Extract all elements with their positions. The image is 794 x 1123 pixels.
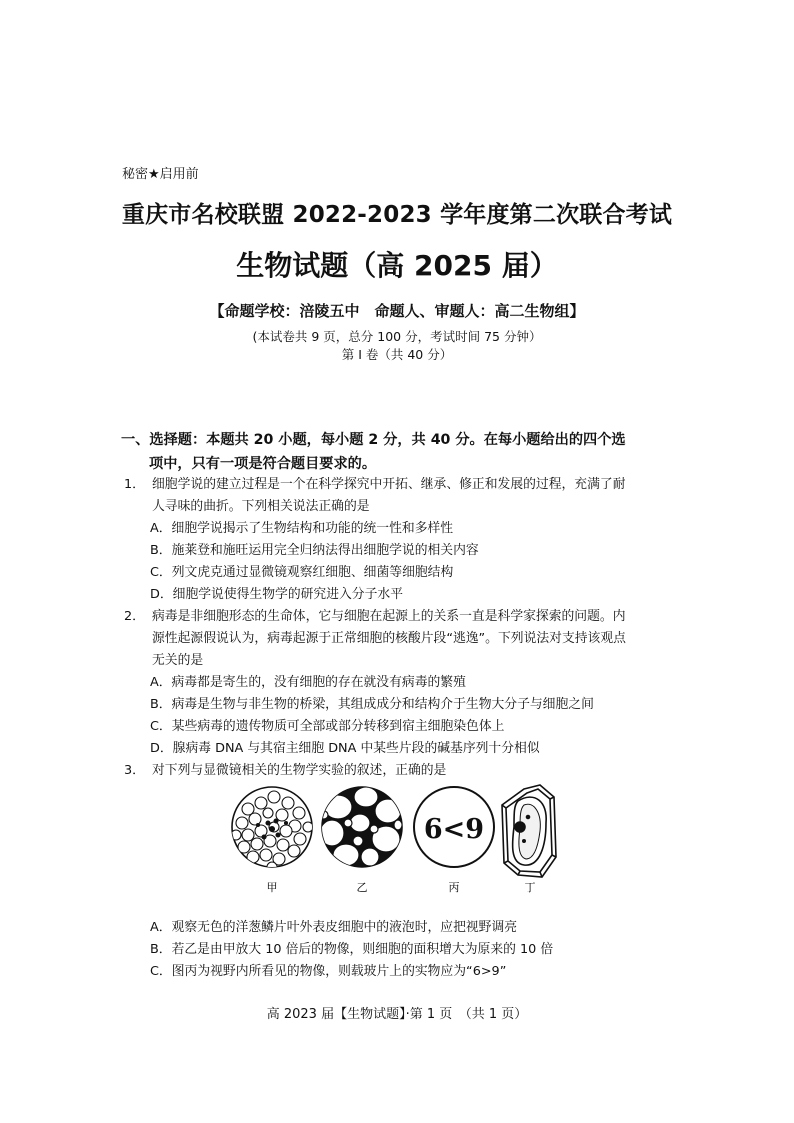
question-number: 1． bbox=[124, 477, 145, 492]
author-line: 【命题学校：涪陵五中 命题人、审题人：高二生物组】 bbox=[209, 302, 585, 320]
figure-label-b: 乙 bbox=[356, 881, 368, 894]
option-a: A．病毒都是寄生的，没有细胞的存在就没有病毒的繁殖 bbox=[150, 675, 466, 690]
figure-label-d: 丁 bbox=[524, 881, 536, 894]
section-heading-line: 一、选择题：本题共 20 小题，每小题 2 分，共 40 分。在每小题给出的四个选 bbox=[121, 432, 626, 448]
option-d: D．腺病毒 DNA 与其宿主细胞 DNA 中某些片段的碱基序列十分相似 bbox=[150, 741, 540, 756]
cell-image-d bbox=[502, 785, 556, 877]
section-heading bbox=[121, 428, 626, 476]
microscope-figure bbox=[228, 783, 558, 895]
subject-title: 生物试题（高 2025 届） bbox=[236, 249, 558, 282]
cell-image-b bbox=[320, 787, 402, 876]
question-text: 对下列与显微镜相关的生物学实验的叙述，正确的是 bbox=[152, 763, 447, 778]
question-number: 3． bbox=[124, 763, 145, 778]
option-b: B．病毒是生物与非生物的桥梁，其组成成分和结构介于生物大分子与细胞之间 bbox=[150, 697, 594, 712]
option-a: A．观察无色的洋葱鳞片叶外表皮细胞中的液泡时，应把视野调亮 bbox=[150, 920, 518, 935]
section-heading-line: 项中，只有一项是符合题目要求的。 bbox=[149, 456, 377, 472]
question-text: 源性起源假说认为，病毒起源于正常细胞的核酸片段“逃逸”。下列说法对支持该观点 bbox=[152, 631, 626, 646]
question-text: 无关的是 bbox=[152, 653, 204, 668]
question-text: 细胞学说的建立过程是一个在科学探究中开拓、继承、修正和发展的过程，充满了耐 bbox=[152, 477, 626, 492]
option-d: D．细胞学说使得生物学的研究进入分子水平 bbox=[150, 587, 403, 602]
page-footer: 高 2023 届【生物试题】·第 1 页 （共 1 页） bbox=[266, 1007, 528, 1022]
exam-info: (本试卷共 9 页，总分 100 分，考试时间 75 分钟） bbox=[252, 329, 542, 344]
cell-image-a bbox=[231, 787, 313, 872]
option-a: A．细胞学说揭示了生物结构和功能的统一性和多样性 bbox=[150, 521, 454, 536]
question-text: 人寻味的曲折。下列相关说法正确的是 bbox=[152, 499, 370, 514]
figure-label-a: 甲 bbox=[266, 881, 278, 894]
figure-c-text: 6<9 bbox=[423, 814, 485, 845]
question-number: 2． bbox=[124, 609, 145, 624]
cell-image-c bbox=[414, 787, 494, 867]
option-b: B．若乙是由甲放大 10 倍后的物像，则细胞的面积增大为原来的 10 倍 bbox=[150, 942, 554, 957]
volume-label: 第 I 卷（共 40 分） bbox=[341, 347, 453, 362]
option-c: C．某些病毒的遗传物质可全部或部分转移到宿主细胞染色体上 bbox=[150, 719, 505, 734]
option-b: B．施莱登和施旺运用完全归纳法得出细胞学说的相关内容 bbox=[150, 543, 479, 558]
option-c: C．列文虎克通过显微镜观察红细胞、细菌等细胞结构 bbox=[150, 565, 454, 580]
exam-title: 重庆市名校联盟 2022-2023 学年度第二次联合考试 bbox=[121, 202, 673, 228]
figure-label-c: 丙 bbox=[448, 881, 460, 894]
confidential-label: 秘密★启用前 bbox=[122, 167, 199, 182]
option-c: C．图丙为视野内所看见的物像，则载玻片上的实物应为“6>9” bbox=[150, 964, 507, 979]
question-text: 病毒是非细胞形态的生命体，它与细胞在起源上的关系一直是科学家探索的问题。内 bbox=[152, 609, 626, 624]
